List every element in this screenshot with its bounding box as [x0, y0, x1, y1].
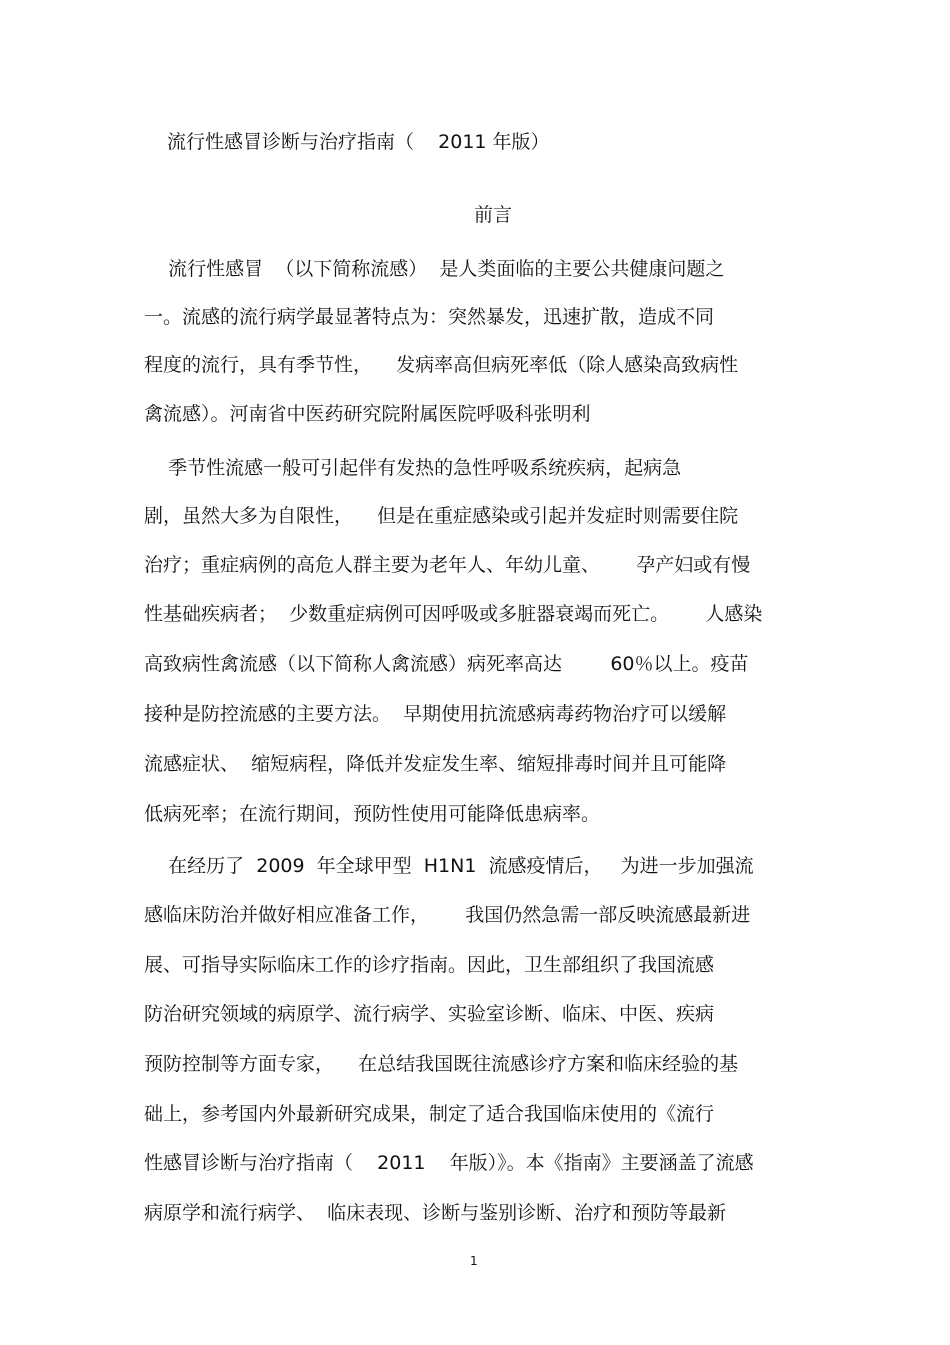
body-line: 性感冒诊断与治疗指南（ 2011 年版）》。本《指南》主要涵盖了流感: [144, 1152, 754, 1174]
body-line: 性基础疾病者； 少数重症病例可因呼吸或多脏器衰竭而死亡。 人感染: [144, 603, 763, 625]
body-line: 一。流感的流行病学最显著特点为：突然暴发，迅速扩散，造成不同: [144, 306, 715, 328]
page-number: 1: [470, 1254, 478, 1268]
body-line: 高致病性禽流感（以下简称人禽流感）病死率高达 60％以上。疫苗: [144, 653, 749, 675]
document-title: 流行性感冒诊断与治疗指南（ 2011 年版）: [167, 131, 550, 153]
body-line: 流行性感冒 （以下简称流感） 是人类面临的主要公共健康问题之: [144, 258, 725, 280]
body-line: 剧，虽然大多为自限性， 但是在重症感染或引起并发症时则需要住院: [144, 505, 739, 527]
body-line: 础上，参考国内外最新研究成果，制定了适合我国临床使用的《流行: [144, 1103, 715, 1125]
body-line: 预防控制等方面专家， 在总结我国既往流感诊疗方案和临床经验的基: [144, 1053, 739, 1075]
body-line: 流感症状、 缩短病程，降低并发症发生率、缩短排毒时间并且可能降: [144, 753, 727, 775]
section-heading-preface: 前言: [474, 204, 513, 226]
body-line: 病原学和流行病学、 临床表现、诊断与鉴别诊断、治疗和预防等最新: [144, 1202, 727, 1224]
body-line: 在经历了 2009 年全球甲型 H1N1 流感疫情后， 为进一步加强流: [144, 855, 754, 877]
body-line: 展、可指导实际临床工作的诊疗指南。因此，卫生部组织了我国流感: [144, 954, 715, 976]
body-line: 治疗；重症病例的高危人群主要为老年人、年幼儿童、 孕产妇或有慢: [144, 554, 751, 576]
body-line: 程度的流行，具有季节性， 发病率高但病死率低（除人感染高致病性: [144, 354, 739, 376]
body-line: 接种是防控流感的主要方法。 早期使用抗流感病毒药物治疗可以缓解: [144, 703, 727, 725]
body-line: 低病死率；在流行期间，预防性使用可能降低患病率。: [144, 803, 601, 825]
body-line: 季节性流感一般可引起伴有发热的急性呼吸系统疾病，起病急: [144, 457, 682, 479]
body-line: 禽流感）。河南省中医药研究院附属医院呼吸科张明利: [144, 403, 591, 425]
body-line: 防治研究领域的病原学、流行病学、实验室诊断、临床、中医、疾病: [144, 1003, 715, 1025]
body-line: 感临床防治并做好相应准备工作， 我国仍然急需一部反映流感最新进: [144, 904, 751, 926]
